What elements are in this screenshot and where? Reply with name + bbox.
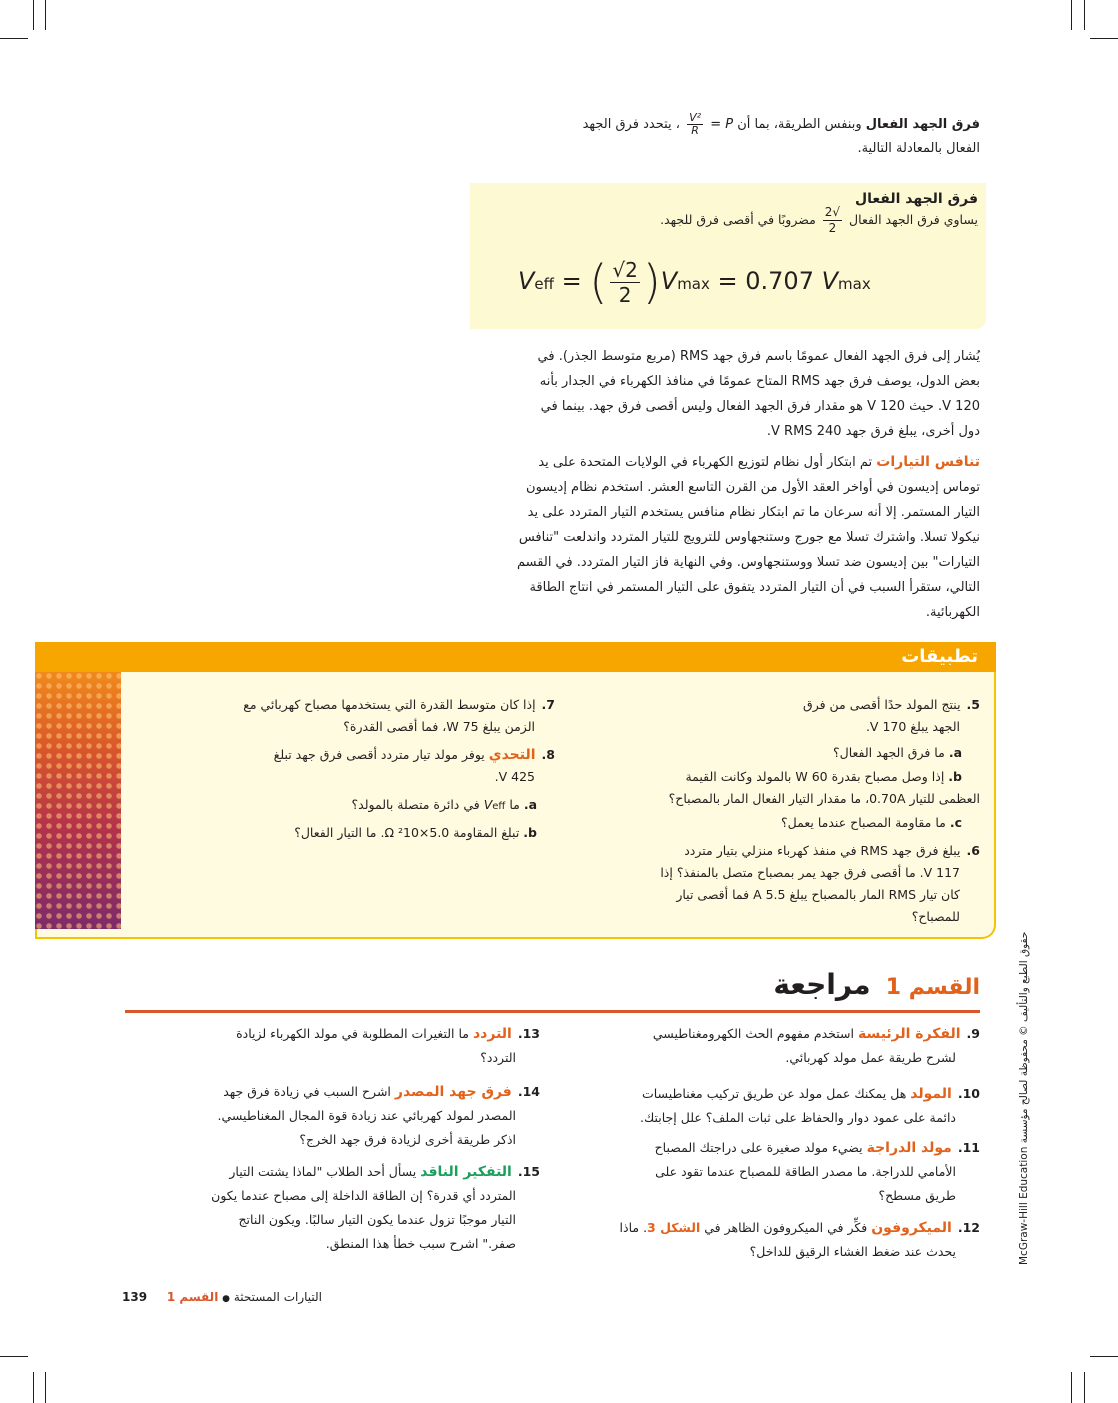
crop-mark	[45, 0, 46, 30]
crop-mark	[0, 38, 28, 39]
applications-title: تطبيقات	[901, 646, 978, 667]
question-5c: c. ما مقاومة المصباح عندما يعمل؟	[781, 815, 962, 830]
review-divider	[125, 1010, 980, 1013]
equation-box-title: فرق الجهد الفعال	[854, 191, 978, 207]
crop-mark	[33, 1372, 34, 1403]
currents-paragraph: تنافس التيارات تم ابتكار أول نظام لتوزيع الكهرباء في الولايات المتحدة على يد توماس إديسون في أواخر العقد الأول من القرن التاسع العشر. استخدم نظام إديسون التيار المستمر. إلا أنه سرعان ما تم ابتكار نظام منافس يستخدم التيار المتردد على يد نيكولا تسلا. واشترك تسلا مع جورج وستنجهاوس للترويج للتيار المتردد واندلعت "تنافس التيارات" بين إديسون ضد تسلا ووستنجهاوس. وفي النهاية فاز التيار المتردد. في القسم التالي، ستقرأ السبب في أن التيار المتردد يتفوق على التيار المستمر في انتاج الطاقة الكهربائية.	[517, 454, 980, 620]
footer-chapter: التيارات المستحثة	[233, 1290, 323, 1304]
equation-fraction: $\frac{√2}{2}$	[612, 257, 638, 307]
page-number: 139	[122, 1290, 148, 1304]
figure-reference[interactable]: الشكل 3	[647, 1220, 701, 1235]
applications-right-column	[615, 694, 980, 928]
question-10: 10.المولد هل يمكنك عمل مولد عن طريق تركيب مغناطيسات دائمة على عمود دوار والحفاظ على ثبات الملف؟ علل إجابتك.	[639, 1086, 980, 1125]
copyright-sidebar: حقوق الطبع والتأليف © محفوظة لصالح مؤسسة McGraw-Hill Education	[1018, 931, 1030, 1265]
intro-text: وبنفس الطريقة، بما أن	[737, 117, 862, 132]
review-left-column	[155, 1022, 540, 1256]
footer-bullet: ●	[222, 1294, 230, 1304]
currents-keyword: تنافس التيارات	[876, 454, 980, 470]
question-14: 14.فرق جهد المصدر اشرح السبب في زيادة فرق جهد المصدر لمولد كهربائي عند زيادة قوة المجال المغناطيسي. اذكر طريقة أخرى لزيادة فرق جهد الخرج؟	[217, 1084, 540, 1147]
crop-mark	[1090, 1356, 1118, 1357]
question-8: 8.التحدي يوفر مولد تيار متردد أقصى فرق جهد تبلغ 425 V.	[273, 747, 555, 784]
review-heading	[773, 968, 980, 1001]
question-9: 9.الفكرة الرئيسة استخدم مفهوم الحث الكهرومغناطيسي لشرح طريقة عمل مولد كهربائي.	[652, 1026, 980, 1065]
review-right-column	[580, 1022, 980, 1264]
intro-paragraph	[500, 112, 980, 161]
question-5a: a. ما فرق الجهد الفعال؟	[832, 745, 962, 760]
question-5: 5.ينتج المولد حدًا أقصى من فرق الجهد يبلغ 170 V.	[803, 697, 980, 734]
crop-mark	[1084, 1372, 1085, 1403]
question-15: 15.التفكير الناقد يسأل أحد الطلاب "لماذا يشتت التيار المتردد أي قدرة؟ إن الطاقة الداخلة إلى مصباح عندما يكون التيار موجبًا تزول عندما يكون التيار سالبًا. ويكون الناتج صفر." اشرح سبب خطأ هذا المنطق.	[211, 1164, 540, 1251]
crop-mark	[0, 1356, 28, 1357]
review-title: مراجعة	[773, 968, 871, 1001]
review-section-label: القسم 1	[885, 975, 980, 1000]
intro-line2: الفعال بالمعادلة التالية.	[857, 141, 980, 156]
intro-text-after: ، يتحدد فرق الجهد	[582, 117, 680, 132]
intro-formula-lhs: P =	[710, 117, 734, 132]
intro-formula-fraction: $\frac{\text{V²}}{R}$	[689, 111, 702, 137]
question-7: 7.إذا كان متوسط القدرة التي يستخدمها مصباح كهربائي مع الزمن يبلغ 75 W، فما أقصى القدرة؟	[243, 697, 555, 734]
crop-mark	[1084, 0, 1085, 30]
effective-voltage-equation: Veff = ( $\frac{√2}{2}$ )Vmax = 0.707 Vmax	[518, 255, 871, 309]
question-11: 11.مولد الدراجة يضيء مولد صغيرة على دراجتك المصباح الأمامي للدراجة. ما مصدر الطاقة للمصباح عندما تقود على طريق مسطح؟	[654, 1140, 980, 1203]
equation-box-description: يساوي فرق الجهد الفعال $\frac{√2}{2}$ مضروبًا في أقصى فرق للجهد.	[660, 205, 978, 235]
page-footer	[122, 1290, 322, 1304]
rms-paragraph: يُشار إلى فرق الجهد الفعال عمومًا باسم فرق جهد RMS (مربع متوسط الجذر). في بعض الدول، يوصف فرق جهد RMS المتاح عمومًا في منافذ الكهرباء في الجدار بأنه 120 V. حيث 120 V هو مقدار فرق الجهد الفعال وليس أقصى فرق جهد. بينما في دول أخرى، يبلغ فرق جهد 240 V RMS.	[537, 349, 980, 439]
intro-keyword: فرق الجهد الفعال	[865, 117, 980, 132]
applications-left-column	[190, 694, 555, 844]
question-13: 13.التردد ما التغيرات المطلوبة في مولد الكهرباء لزيادة التردد؟	[236, 1026, 540, 1065]
crop-mark	[1090, 38, 1118, 39]
question-12: 12.الميكروفون فكِّر في الميكروفون الظاهر في الشكل 3. ماذا يحدث عند ضغط الغشاء الرقيق للداخل؟	[619, 1220, 980, 1259]
crop-mark	[1071, 1372, 1072, 1403]
crop-mark	[1071, 0, 1072, 30]
crop-mark	[45, 1372, 46, 1403]
question-8a: a. ما Veff في دائرة متصلة بالمولد؟	[351, 797, 537, 812]
question-8b: b. تبلغ المقاومة Ω ²10×5.0. ما التيار الفعال؟	[294, 825, 537, 840]
footer-section: القسم 1	[166, 1290, 219, 1304]
decorative-pattern	[35, 672, 121, 929]
crop-mark	[33, 0, 34, 30]
question-6: 6.يبلغ فرق جهد RMS في منفذ كهرباء منزلي بتيار متردد 117 V. ما أقصى فرق جهد يمر بمصباح متصل بالمنفذ؟ إذا كان تيار RMS المار بالمصباح يبلغ 5.5 A فما أقصى تيار للمصباح؟	[660, 843, 980, 924]
question-5b: b. إذا وصل مصباح بقدرة 60 W بالمولد وكانت القيمة العظمى للتيار 0.70A، ما مقدار التيار الفعال المار بالمصباح؟	[668, 769, 980, 806]
equation-box	[470, 183, 986, 329]
desc-fraction: $\frac{√2}{2}$	[824, 205, 841, 235]
applications-header	[35, 642, 996, 672]
